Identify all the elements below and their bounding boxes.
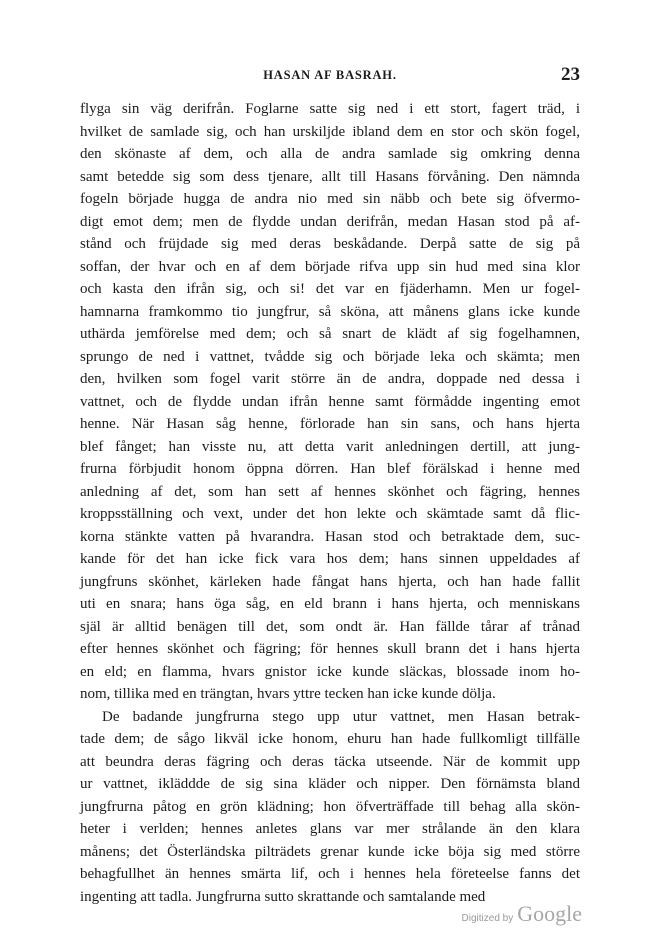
text-line: efter hennes skönhet och fägring; för hennes skull brann det i hans hjerta — [80, 641, 580, 657]
text-line: en eld; en flamma, hvars gnistor icke kunde släckas, blossade inom ho- — [80, 663, 580, 680]
text-line: den, hvilken som fogel varit större än de andra, doppade ned dessa i — [80, 371, 580, 387]
text-line: frurna förbjudit honom öppna dörren. Han blef förälskad i henne med — [80, 461, 580, 477]
text-line: uti en snara; hans öga såg, en eld brann i hans hjerta, och menniskans — [80, 596, 580, 612]
text-line: behagfullhet än hennes smärta lif, och i hennes hela företeelse fanns det — [80, 866, 580, 882]
text-line: hvilket de samlade sig, och han urskiljde ibland dem en stor och skön fogel, — [80, 123, 580, 140]
text-line: att beundra deras fägring och deras täcka utseende. När de kommit upp — [80, 753, 580, 770]
text-line: heter i verlden; hennes anletes glans var mer strålande än den klara — [80, 821, 580, 837]
running-title: HASAN AF BASRAH. — [263, 68, 397, 82]
text-line: kande för det han icke fick vara hos dem; hans sinnen uppeldades af — [80, 551, 580, 567]
text-line: tade dem; de sågo likväl icke honom, ehuru han hade fullkomligt tillfälle — [80, 731, 580, 747]
page-number: 23 — [561, 64, 580, 85]
text-line: den skönaste af dem, och alla de andra samlade sig omkring denna — [80, 146, 580, 162]
text-line: flyga sin väg derifrån. Foglarne satte sig ned i ett stort, fagert träd, i — [80, 101, 580, 117]
watermark-prefix: Digitized by — [461, 913, 514, 924]
text-line: samt betedde sig som dess tjenare, allt till Hasans förvåning. Den nämnda — [80, 168, 580, 185]
text-line: De badande jungfrurna stego upp utur vattnet, men Hasan betrak- — [102, 708, 580, 725]
text-line: soffan, der hvar och en af dem började rifva upp sin hud med sina klor — [80, 258, 580, 275]
text-line: korna stänkte vatten på hvarandra. Hasan stod och betraktade dem, suc- — [80, 528, 580, 545]
page-header — [80, 66, 580, 88]
text-line: månens; det Österländska pilträdets grenar kunde icke böja sig med större — [80, 843, 580, 860]
text-line: nom, tillika med en trängtan, hvars yttre tecken han icke kunde dölja. — [80, 686, 496, 702]
text-line: själ är alltid benägen till det, som ondt är. Han fällde tårar af trånad — [80, 618, 580, 635]
text-line: hamnarna framkommo tio jungfrur, så sköna, att månens glans icke kunde — [80, 303, 580, 320]
text-line: kroppsställning och vext, under det hon lekte och skämtade samt då flic- — [80, 506, 580, 522]
text-line: stånd och früjdade sig med deras beskådande. Derpå satte de sig på — [80, 236, 580, 252]
text-line: digt emot dem; men de flydde undan derifrån, medan Hasan stod på af- — [80, 213, 580, 230]
text-line: sprungo de ned i vattnet, tvådde sig och började leka och skämta; men — [80, 348, 580, 365]
text-line: anledning af det, som han sett af hennes skönhet och fägring, hennes — [80, 483, 580, 500]
text-line: jungfrurna påtog en grön klädning; hon öfverträffade till behag alla skön- — [80, 798, 580, 815]
text-line: jungfruns skönhet, kärleken hade fångat hans hjerta, och han hade fallit — [80, 573, 580, 590]
text-line: fogeln började hugga de andra nio med sin näbb och bete sig öfvermo- — [80, 191, 580, 207]
text-line: ingenting att tadla. Jungfrurna sutto skrattande och samtalande med — [80, 888, 486, 905]
text-line: henne. När Hasan såg henne, förlorade han sin sans, och hans hjerta — [80, 416, 580, 432]
text-line: vattnet, och de flydde undan ifrån henne samt förmådde ingenting emot — [80, 393, 580, 410]
digitization-watermark — [462, 901, 582, 927]
text-line: och kasta den ifrån sig, och si! det var en fjäderhamn. Men ur fogel- — [80, 281, 580, 297]
text-line: ur vattnet, ikläddde de sig sina kläder och nipper. Den förnämsta bland — [80, 776, 580, 792]
body-text — [80, 98, 580, 908]
text-line: uthärda jemförelse med dem; och så snart de klädt af sig fogelhamnen, — [80, 326, 580, 342]
google-logo: Google — [517, 901, 582, 926]
text-line: blef fånget; han visste nu, att detta varit anledningen dertill, att jung- — [80, 438, 580, 455]
